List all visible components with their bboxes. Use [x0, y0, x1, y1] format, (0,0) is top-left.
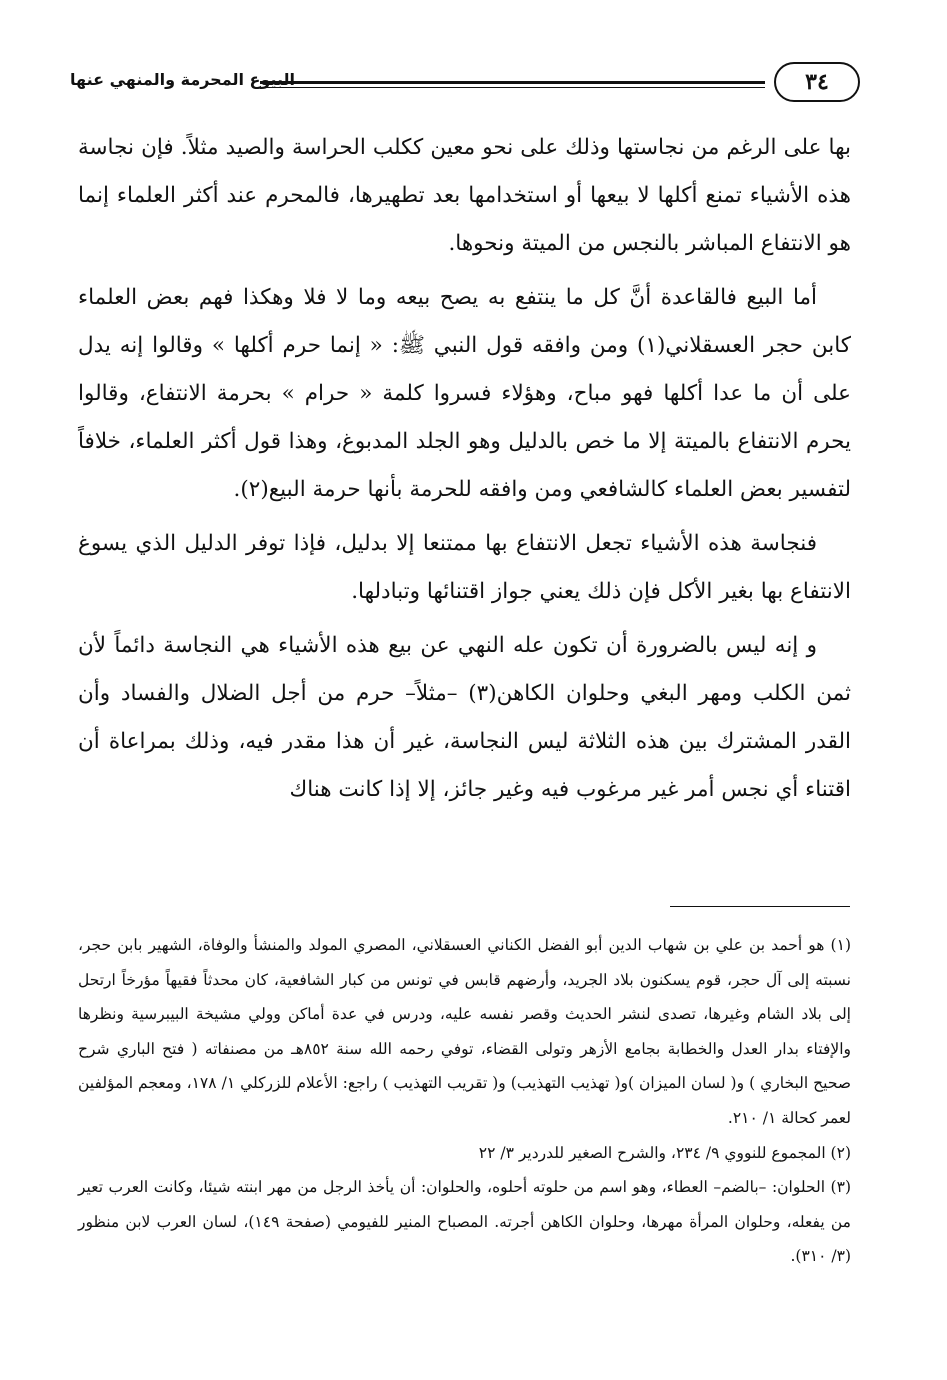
- page-number: ٣٤: [805, 69, 829, 95]
- paragraph: و إنه ليس بالضرورة أن تكون عله النهي عن بيع هذه الأشياء هي النجاسة دائماً لأن ثمن الكلب ومهر البغي وحلوان الكاهن(٣) –مثلاً– حرم من أجل الضلال والفساد وأن القدر المشترك بين هذه الثلاثة ليس النجاسة، غير أن هذا مقدر فيه، وذلك بمراعاة أن اقتناء أي نجس أمر غير مرغوب فيه وغير جائز، إلا إذا كانت هناك: [78, 633, 851, 802]
- header-rule: [260, 81, 765, 84]
- footnotes: [78, 928, 851, 1274]
- main-text: [78, 124, 851, 820]
- page-number-badge: [774, 62, 860, 102]
- header-rule-thin: [260, 87, 765, 88]
- paragraph: فنجاسة هذه الأشياء تجعل الانتفاع بها ممتنعا إلا بدليل، فإذا توفر الدليل الذي يسوغ الانتفاع بها بغير الأكل فإن ذلك يعني جواز اقتنائها وتبادلها.: [78, 531, 851, 604]
- running-title: البيوع المحرمة والمنهي عنها: [70, 70, 296, 89]
- footnote: (٣) الحلوان: –بالضم– العطاء، وهو اسم من حلوته أحلوه، والحلوان: أن يأخذ الرجل من مهر ابنته شيئا، وكانت العرب تعير من يفعله، وحلوان المرأة مهرها، وحلوان الكاهن أجرته. المصباح المنير للفيومي (صفحة ١٤٩)، لسان العرب لابن منظور (٣/ ٣١٠).: [78, 1178, 851, 1266]
- paragraph: أما البيع فالقاعدة أنَّ كل ما ينتفع به يصح بيعه وما لا فلا وهكذا فهم بعض العلماء كابن حجر العسقلاني(١) ومن وافقه قول النبي ﷺ: « إنما حرم أكلها » وقالوا إنه يدل على أن ما عدا أكلها فهو مباح، وهؤلاء فسروا كلمة « حرام » بحرمة الانتفاع، وقالوا يحرم الانتفاع بالميتة إلا ما خص بالدليل وهو الجلد المدبوغ، وهذا قول أكثر العلماء، خلافاً لتفسير بعض العلماء كالشافعي ومن وافقه للحرمة بأنها حرمة البيع(٢).: [78, 285, 851, 502]
- footnote: (٢) المجموع للنووي ٩/ ٢٣٤، والشرح الصغير للدردير ٣/ ٢٢: [478, 1143, 851, 1162]
- page-header: [70, 60, 860, 108]
- paragraph: بها على الرغم من نجاستها وذلك على نحو معين ككلب الحراسة والصيد مثلاً. فإن نجاسة هذه الأشياء تمنع أكلها لا بيعها أو استخدامها بعد تطهيرها، فالمحرم عند أكثر العلماء إنما هو الانتفاع المباشر بالنجس من الميتة ونحوها.: [78, 135, 851, 256]
- footnote: (١) هو أحمد بن علي بن شهاب الدين أبو الفضل الكناني العسقلاني، المصري المولد والمنشأ والوفاة، الشهير بابن حجر، نسبته إلى آل حجر، قوم يسكنون بلاد الجريد، وأرضهم قابس في تونس من كبار الشافعية، كان محدثاً فقيهاً مؤرخاً ارتحل إلى بلاد الشام وغيرها، تصدى لنشر الحديث وقصر نفسه عليه، ودرس في عدة أماكن وولي مشيخة البيبرسية ونظرها والإفتاء بدار العدل والخطابة بجامع الأزهر وتولى القضاء، توفي رحمه الله سنة ٨٥٢هـ من مصنفاته ( فتح الباري شرح صحيح البخاري ) و( لسان الميزان )و( تهذيب التهذيب) و( تقريب التهذيب ) راجع: الأعلام للزركلي ١/ ١٧٨، ومعجم المؤلفين لعمر كحالة ١/ ٢١٠.: [78, 936, 851, 1127]
- footnote-separator: [670, 906, 850, 907]
